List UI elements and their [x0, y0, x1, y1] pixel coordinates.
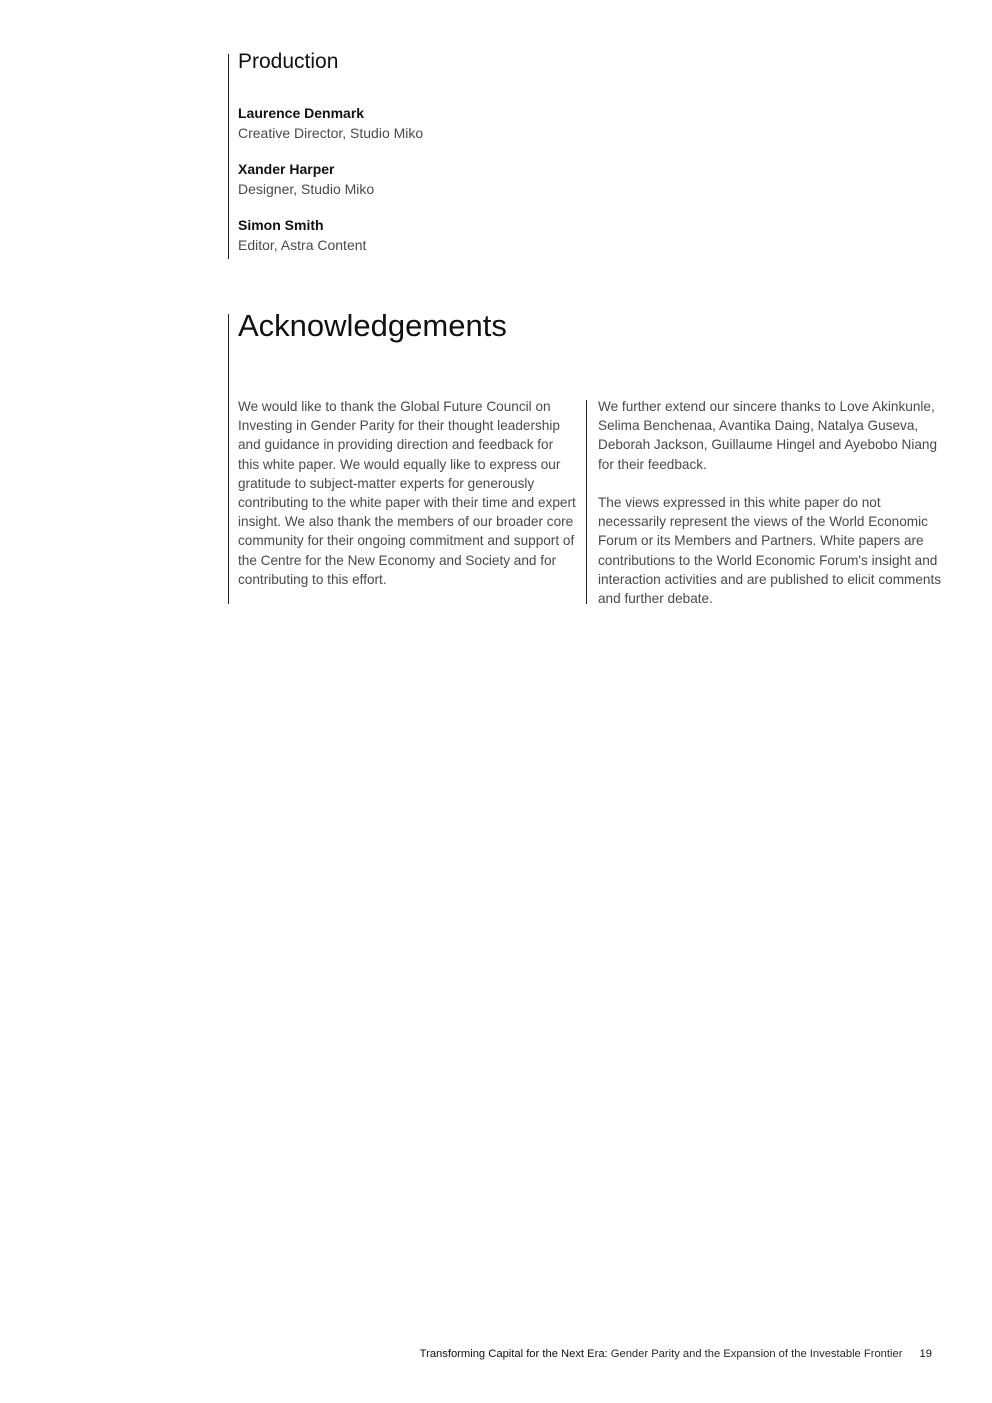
acknowledgements-heading: Acknowledgements [238, 308, 507, 343]
disclaimer-paragraph: The views expressed in this white paper do not necessarily represent the views of the World Economic Forum or its Members and Partners. White papers are contributions to the World Economic Forum's insight and interaction activities and are published to elicit comments and further debate. [598, 495, 942, 607]
production-section [238, 48, 638, 272]
person-entry [238, 216, 638, 255]
acknowledgements-left-column [238, 397, 576, 589]
person-name: Laurence Denmark [238, 105, 365, 121]
footer-title-strong: Transforming Capital for the Next Era: [419, 1348, 608, 1360]
person-name: Simon Smith [238, 217, 324, 233]
acknowledgements-paragraph: We would like to thank the Global Future Council on Investing in Gender Parity for their thought leadership and guidance in providing direction and feedback for this white paper. We would equally like to express our gratitude to subject-matter experts for generously contributing to the white paper with their time and expert insight. We also thank the members of our broader core community for their ongoing commitment and support of the Centre for the New Economy and Society and for contributing to this effort. [238, 399, 576, 587]
person-role: Creative Director, Studio Miko [238, 125, 424, 141]
acknowledgements-divider [228, 314, 229, 604]
acknowledgements-paragraph: We further extend our sincere thanks to Love Akinkunle, Selima Benchenaa, Avantika Daing, Natalya Guseva, Deborah Jackson, Guillaume Hingel and Ayebobo Niang for their feedback. [598, 399, 938, 472]
column-divider [586, 400, 587, 604]
person-role: Designer, Studio Miko [238, 181, 375, 197]
person-name: Xander Harper [238, 161, 335, 177]
person-entry [238, 104, 638, 143]
acknowledgements-right-column [598, 397, 948, 608]
production-divider [228, 54, 229, 259]
production-people [238, 104, 638, 255]
production-heading: Production [238, 50, 339, 73]
page-number: 19 [919, 1348, 932, 1360]
footer-title-rest: Gender Parity and the Expansion of the Investable Frontier [610, 1348, 903, 1360]
person-role: Editor, Astra Content [238, 237, 367, 253]
page-footer [420, 1346, 932, 1362]
person-entry [238, 160, 638, 199]
